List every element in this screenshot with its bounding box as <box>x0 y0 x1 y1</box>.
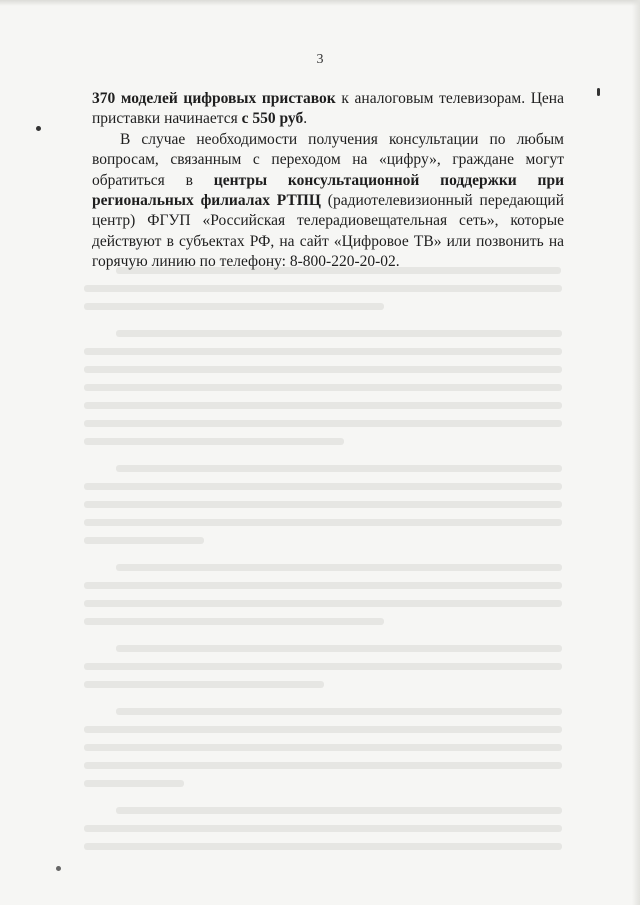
paragraph-text: к аналоговым телевизорам. Цена приставки начинается <box>92 90 564 128</box>
paragraph-consultation <box>92 130 564 273</box>
body-text <box>92 89 564 273</box>
page-top-edge-shadow <box>0 0 640 6</box>
scan-speck <box>597 88 600 96</box>
page-right-edge-shadow <box>632 0 640 905</box>
paragraph-set-top-boxes <box>92 89 564 130</box>
page-number: 3 <box>316 52 324 67</box>
paragraph-text: . <box>303 110 308 128</box>
paragraph-text: В случае необходимости получения консультации по любым вопросам, связанным с переходом на «цифру», граждане могут обратиться в <box>92 130 564 189</box>
scan-speck <box>36 126 41 131</box>
bold-support-centers: центры консультационной поддержки при региональных филиалах РТПЦ <box>92 171 565 210</box>
paragraph-text: (радиотелевизионный передающий центр) ФГУП «Российская телерадиовещательная сеть», которые действуют в субъектах РФ, на сайт «Цифровое ТВ» или позвонить на горячую линию по телефону: 8-800-220-20-02. <box>92 192 564 271</box>
bold-price: с 550 руб <box>241 110 304 128</box>
bold-models-count: 370 моделей цифровых приставок <box>92 90 336 107</box>
bleed-through-text <box>84 240 564 860</box>
scan-speck <box>56 866 61 871</box>
